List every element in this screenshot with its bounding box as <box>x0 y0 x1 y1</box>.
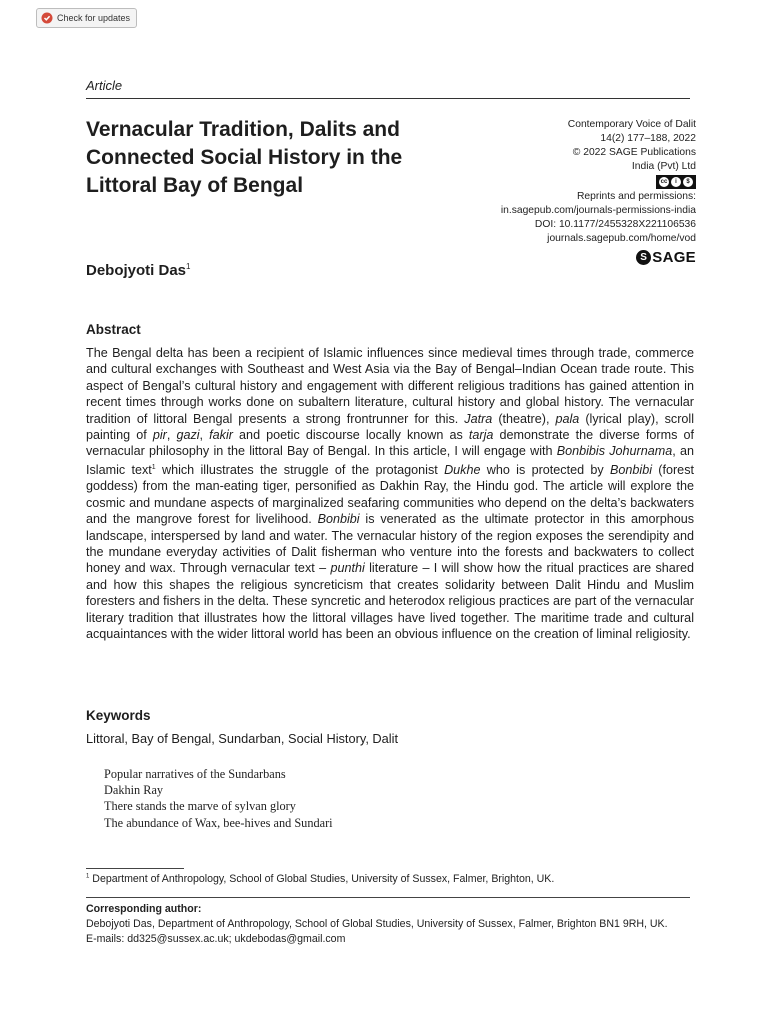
author-name-text: Debojyoti Das <box>86 262 187 279</box>
abstract-italic-term: tarja <box>468 428 494 443</box>
epigraph-poem <box>104 766 333 831</box>
abstract-segment: is venerated as the ultimate protector in this amorphous landscape, interspersed by land and water. The vernacular history of the region exposes the serendipity and the mundane everyday activities of Dalit fisherman who venture into the forests and backwaters to collect honey and wax. Through vernacular text – <box>86 512 695 576</box>
abstract-italic-term: Dukhe <box>444 463 481 478</box>
abstract-segment: , <box>166 428 177 443</box>
abstract-italic-term: punthi <box>330 561 365 576</box>
journal-metadata <box>436 118 696 265</box>
footnote-mark: 1 <box>86 873 90 880</box>
abstract-italic-term: Jatra <box>464 411 493 426</box>
abstract-segment: who is protected by <box>480 463 610 478</box>
creative-commons-license-icon[interactable] <box>656 175 696 189</box>
journal-name: Contemporary Voice of Dalit <box>567 119 696 130</box>
abstract-italic-term: Bonbibi <box>317 512 360 527</box>
author-affiliation-mark[interactable]: 1 <box>186 262 191 271</box>
keywords-list: Littoral, Bay of Bengal, Sundarban, Social History, Dalit <box>86 731 399 746</box>
correspondence-heading: Corresponding author: <box>86 903 202 915</box>
poem-line: There stands the marve of sylvan glory <box>104 799 296 814</box>
abstract-footnote-mark: 1 <box>151 463 156 471</box>
abstract-text <box>86 345 694 643</box>
poem-line: Dakhin Ray <box>104 783 164 798</box>
abstract-segment: (lyrical play), scroll painting of <box>86 411 695 443</box>
abstract-segment: , <box>199 428 210 443</box>
abstract-segment: (forest goddess) from the man-eating tiger, personified as Dakhin Ray, the Hindu god. The article will explore the cosmic and mundane aspects of marginalized seafaring communities who depend on the delta’s backwaters and the mangrove forest for livelihood. <box>86 463 694 527</box>
affiliation-footnote <box>86 873 554 885</box>
sage-logo-text: SAGE <box>652 248 696 266</box>
sage-logo-icon: S <box>636 250 651 265</box>
check-for-updates-button[interactable] <box>36 8 137 28</box>
abstract-italic-term: Bonbibis Johurnama <box>556 444 673 459</box>
journal-homepage-link[interactable]: journals.sagepub.com/home/vod <box>547 233 696 244</box>
abstract-italic-term: gazi <box>176 428 200 443</box>
journal-issue: 14(2) 177–188, 2022 <box>600 133 696 144</box>
article-title: Vernacular Tradition, Dalits and Connected Social History in the Littoral Bay of Bengal <box>86 118 403 197</box>
permissions-link[interactable]: in.sagepub.com/journals-permissions-india <box>500 205 696 216</box>
by-icon: i <box>671 177 681 187</box>
header-rule <box>86 98 690 99</box>
updates-icon <box>41 12 53 24</box>
abstract-segment: demonstrate the diverse forms of vernacular philosophy in the littoral Bay of Bengal. In this article, I will engage with <box>86 428 694 459</box>
abstract-segment: which illustrates the struggle of the protagonist <box>155 463 445 478</box>
reprints-label: Reprints and permissions: <box>576 191 696 202</box>
doi-link[interactable]: DOI: 10.1177/2455328X221106536 <box>534 219 696 230</box>
cc-icon: cc <box>660 179 668 185</box>
footnote-rule <box>86 868 184 869</box>
section-label: Article <box>86 78 123 93</box>
abstract-heading: Abstract <box>86 322 141 337</box>
author-name <box>86 262 190 279</box>
abstract-segment: literature – I will show how the ritual practices are shared and how this shapes the religious syncreticism that creates solidarity between Dalit Hindu and Muslim foresters and fishers in the delta. These syncretic and heterodox religious practices are part of the vernacular literary tradition that illustrates how the littoral villages have lived together. The maritime trade and cultural acquaintances with the wider littoral world has been an obvious influence on the creation of liminal religiosity. <box>86 561 694 642</box>
abstract-italic-term: pir <box>152 428 167 443</box>
nc-icon: $ <box>683 177 693 187</box>
abstract-italic-term: Bonbibi <box>609 463 652 478</box>
abstract-italic-term: fakir <box>209 428 233 443</box>
correspondence-address: Debojyoti Das, Department of Anthropology, School of Global Studies, University of Sussex, Falmer, Brighton BN1 9RH, UK. <box>86 918 668 930</box>
poem-line: Popular narratives of the Sundarbans <box>104 767 286 781</box>
sage-logo <box>636 250 696 265</box>
footnote-text: Department of Anthropology, School of Global Studies, University of Sussex, Falmer, Brighton, UK. <box>89 873 555 885</box>
correspondence-emails[interactable]: E-mails: dd325@sussex.ac.uk; ukdebodas@gmail.com <box>86 933 346 945</box>
abstract-segment: The Bengal delta has been a recipient of Islamic influences since medieval times through trade, commerce and cultural exchanges with Southeast and West Asia via the Bay of Bengal–Indian Ocean trade route. This aspect of Bengal’s cultural history and engagement with different religious traditions has gained attention in recent times through works done on subaltern literature, cultural history and global history. The vernacular tradition of littoral Bengal presents a strong frontrunner for this. <box>86 346 694 426</box>
copyright-line: © 2022 SAGE Publications <box>572 147 696 158</box>
correspondence-rule <box>86 897 690 898</box>
abstract-segment: and poetic discourse locally known as <box>232 428 469 443</box>
poem-line: The abundance of Wax, bee-hives and Sundari <box>104 815 333 830</box>
abstract-segment: , an Islamic text <box>86 444 694 478</box>
abstract-italic-term: pala <box>555 411 580 426</box>
updates-label: Check for updates <box>57 13 131 23</box>
abstract-segment: (theatre), <box>492 411 556 426</box>
keywords-heading: Keywords <box>86 708 151 723</box>
publisher-location: India (Pvt) Ltd <box>631 161 696 172</box>
correspondence-block <box>86 902 668 947</box>
